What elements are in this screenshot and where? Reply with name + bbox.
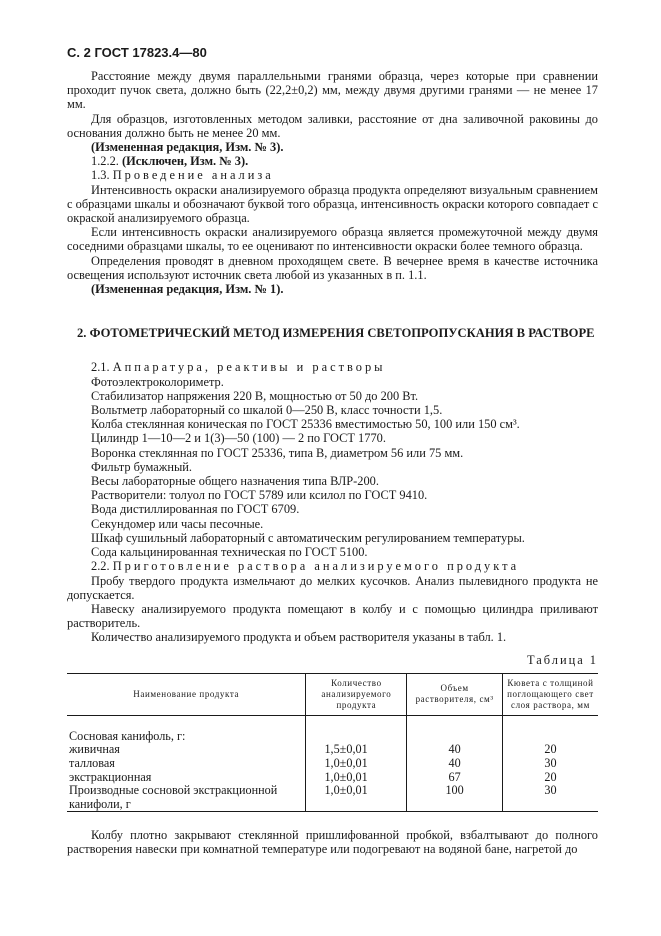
product-name: талловая: [69, 755, 115, 770]
product-name: экстракционная: [69, 769, 152, 784]
paragraph: Навеску анализируемого продукта помещают в колбу и с помощью цилиндра приливают растворитель.: [67, 601, 598, 631]
item-1-3: [67, 168, 598, 182]
product-quantity: 1,5±0,01: [306, 743, 407, 757]
paragraph: Определения проводят в дневном проходящем свете. В вечернее время в качестве источника освещения используют источник света любой из указанных в п. 1.1.: [67, 253, 598, 282]
edition-note: (Измененная редакция, Изм. № 3).: [91, 140, 284, 155]
equipment-item: Сода кальцинированная техническая по ГОСТ 5100.: [91, 545, 368, 560]
equipment-item: Вода дистиллированная по ГОСТ 6709.: [91, 502, 300, 517]
paragraph: Расстояние между двумя параллельными гранями образца, через которые при сравнении проходит пучок света, должно быть (22,2±0,2) мм, между двумя другими гранями — не менее 17 мм.: [67, 69, 598, 112]
equipment-item: Весы лабораторные общего назначения типа ВЛР-200.: [91, 474, 379, 489]
equipment-item: Цилиндр 1—10—2 и 1(3)—50 (100) — 2 по ГОСТ 1770.: [91, 431, 386, 446]
cuvette-thickness: 20: [502, 743, 598, 757]
equipment-item: Фильтр бумажный.: [91, 459, 193, 474]
paragraph: Колбу плотно закрывают стеклянной пришлифованной пробкой, взбалтывают до полного растворения навески при комнатной температуре или подогревают на водяной бане, нагретой до: [67, 828, 598, 857]
equipment-item: Фотоэлектроколориметр.: [91, 374, 224, 389]
table-row: [67, 771, 598, 785]
item-number: 2.2.: [91, 559, 110, 574]
equipment-item: Стабилизатор напряжения 220 В, мощностью от 50 до 200 Вт.: [91, 388, 419, 403]
table-row: [67, 784, 598, 812]
paragraph: Интенсивность окраски анализируемого образца продукта определяют визуальным сравнением с образцами шкалы и обозначают буквой того образца, интенсивность окраски которого совпадает с окраской анализируемого образца.: [67, 182, 598, 226]
paragraph: Если интенсивность окраски анализируемого образца является промежуточной между двумя соседними образцами шкалы, то ее оценивают по интенсивности окраски более темного образца.: [67, 225, 598, 254]
product-name: Производные сосновой экстракционной канифоли, г: [67, 784, 306, 812]
page-header: С. 2 ГОСТ 17823.4—80: [67, 45, 207, 60]
table-caption: Таблица 1: [527, 652, 598, 667]
item-2-1: [67, 360, 598, 374]
item-text: (Исключен, Изм. № 3).: [122, 154, 249, 169]
solvent-volume: 67: [407, 771, 503, 785]
item-number: 1.2.2.: [91, 154, 119, 169]
solvent-volume: 40: [407, 743, 503, 757]
table-row: [67, 730, 598, 744]
paragraph: Пробу твердого продукта измельчают до мелких кусочков. Анализ пылевидного продукта не допускается.: [67, 573, 598, 602]
table-header-row: [67, 673, 598, 715]
table-header-cell: Кювета с толщиной поглощающего свет слоя раствора, мм: [502, 673, 598, 715]
equipment-item: Секундомер или часы песочные.: [91, 516, 264, 531]
equipment-item: Колба стеклянная коническая по ГОСТ 25336 вместимостью 50, 100 или 150 см³.: [91, 417, 520, 432]
table-1: [67, 673, 598, 813]
equipment-item: Вольтметр лабораторный со шкалой 0—250 В, класс точности 1,5.: [91, 403, 443, 418]
table-group-label: Сосновая канифоль, г:: [69, 728, 186, 743]
paragraph: Для образцов, изготовленных методом заливки, расстояние от дна заливочной раковины до основания должно быть не менее 20 мм.: [67, 111, 598, 140]
table-spacer-row: [67, 715, 598, 730]
equipment-item: Растворители: толуол по ГОСТ 5789 или ксилол по ГОСТ 9410.: [91, 488, 428, 503]
solvent-volume: 40: [407, 757, 503, 771]
table-row: [67, 743, 598, 757]
equipment-item: Шкаф сушильный лабораторный с автоматическим регулированием температуры.: [91, 530, 525, 545]
item-title: Аппаратура, реактивы и растворы: [112, 360, 386, 375]
section-title: 2. ФОТОМЕТРИЧЕСКИЙ МЕТОД ИЗМЕРЕНИЯ СВЕТОПРОПУСКАНИЯ В РАСТВОРЕ: [77, 326, 595, 341]
table-row: [67, 757, 598, 771]
solvent-volume: 100: [407, 784, 503, 812]
edition-note: (Измененная редакция, Изм. № 1).: [91, 282, 284, 297]
item-title: Приготовление раствора анализируемого продукта: [112, 559, 520, 574]
item-number: 2.1.: [91, 360, 110, 375]
item-number: 1.3.: [91, 168, 110, 183]
item-2-2: [67, 559, 598, 573]
item-1-2-2: [67, 154, 598, 168]
product-quantity: 1,0±0,01: [306, 757, 407, 771]
cuvette-thickness: 30: [502, 784, 598, 812]
product-quantity: 1,0±0,01: [306, 784, 407, 812]
cuvette-thickness: 30: [502, 757, 598, 771]
product-name: живичная: [69, 742, 120, 757]
equipment-item: Воронка стеклянная по ГОСТ 25336, типа В, диаметром 56 или 75 мм.: [91, 445, 464, 460]
paragraph: Количество анализируемого продукта и объем растворителя указаны в табл. 1.: [91, 630, 507, 645]
product-quantity: 1,0±0,01: [306, 771, 407, 785]
table-header-cell: Объем растворителя, см³: [407, 673, 503, 715]
table-header-cell: Количество анализируемого продукта: [306, 673, 407, 715]
item-title: Проведение анализа: [112, 168, 274, 183]
table-header-cell: Наименование продукта: [67, 673, 306, 715]
cuvette-thickness: 20: [502, 771, 598, 785]
document-body: [67, 69, 598, 857]
